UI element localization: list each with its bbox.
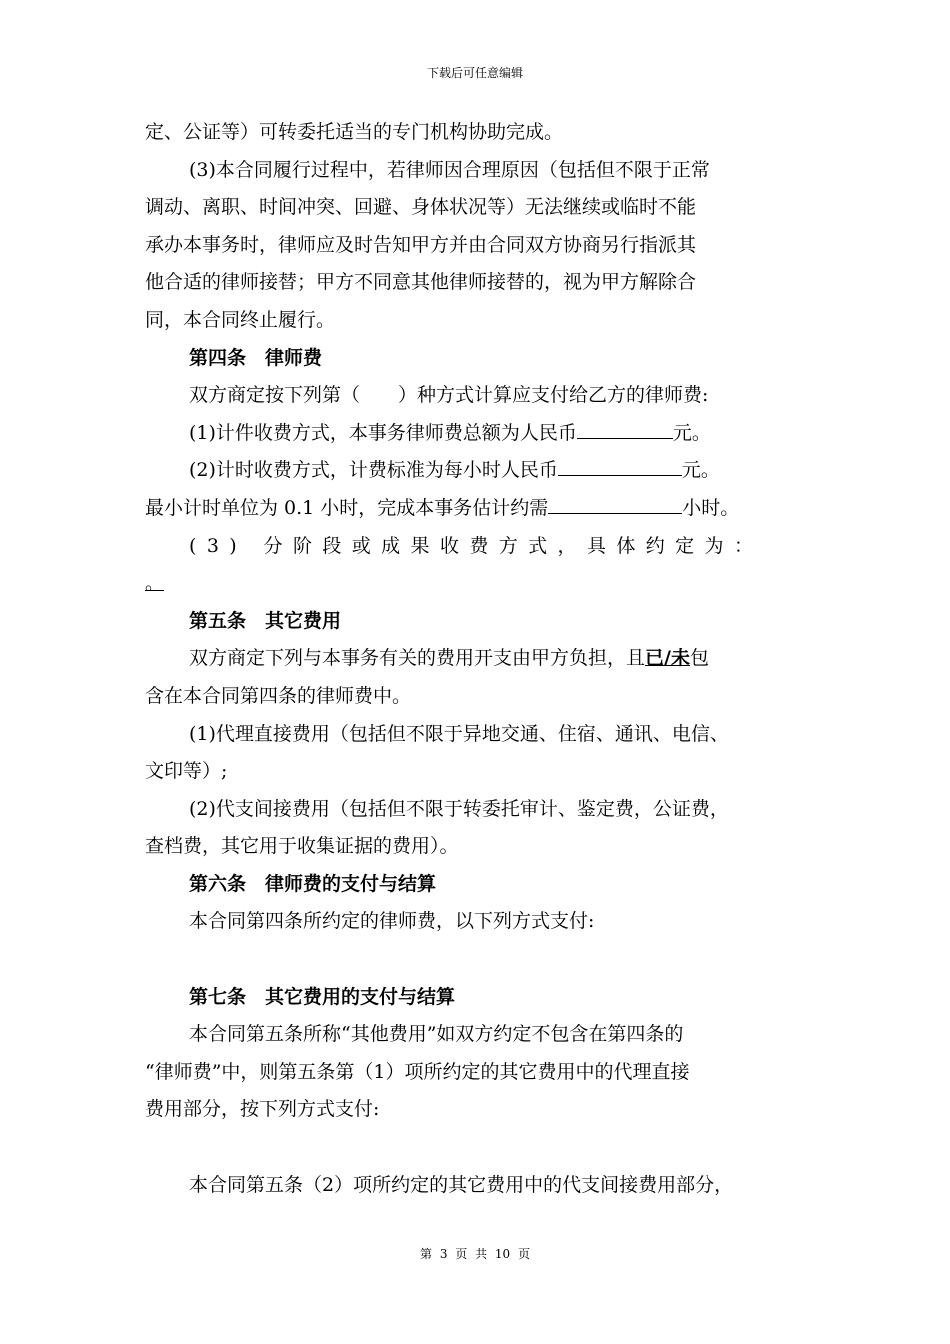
article-4-heading: 第四条 律师费: [189, 346, 323, 369]
paragraph-line: (2)代支间接费用（包括但不限于转委托审计、鉴定费，公证费，: [189, 797, 729, 820]
blank-line: [145, 941, 805, 979]
paragraph-line: (1)代理直接费用（包括但不限于异地交通、住宿、通讯、电信、: [189, 722, 729, 745]
page-header: 下载后可任意编辑: [426, 66, 523, 80]
paragraph-line: 双方商定按下列第（ ）种方式计算应支付给乙方的律师费:: [189, 384, 709, 407]
piece-fee-line: [145, 415, 805, 453]
paragraph-line: 定、公证等）可转委托适当的专门机构协助完成。: [145, 121, 564, 143]
paragraph-line: 本合同第四条所约定的律师费，以下列方式支付:: [189, 910, 595, 933]
paragraph-line: 文印等）;: [145, 760, 228, 783]
hours-estimate-line: [145, 490, 805, 528]
article-5-heading: 第五条 其它费用: [189, 609, 342, 632]
page-number: 第 3 页 共 10 页: [420, 1247, 530, 1261]
paragraph-line: 调动、离职、时间冲突、回避、身体状况等）无法继续或临时不能: [145, 196, 697, 219]
paragraph-line: (3)本合同履行过程中，若律师因合理原因（包括但不限于正常: [189, 158, 710, 181]
stage-fee-line: (3) 分阶段或成果收费方式，具体约定为：: [189, 534, 764, 557]
blank-line: [145, 1129, 805, 1167]
expense-burden-line: [145, 640, 805, 678]
hours-blank: [548, 491, 682, 514]
expense-burden-text: 双方商定下列与本事务有关的费用开支由甲方负担，且: [189, 647, 646, 670]
hourly-rate-blank: [558, 453, 682, 476]
paragraph-line: 本合同第五条（2）项所约定的其它费用中的代支间接费用部分，: [189, 1173, 734, 1196]
paragraph-line: 他合适的律师接替；甲方不同意其他律师接替的，视为甲方解除合: [145, 271, 697, 294]
paragraph-line: 查档费，其它用于收集证据的费用）。: [145, 835, 459, 858]
paragraph-line: 承办本事务时，律师应及时告知甲方并由合同双方协商另行指派其: [145, 233, 697, 256]
currency-unit: 元。: [681, 459, 720, 482]
article-6-heading: 第六条 律师费的支付与结算: [189, 872, 437, 895]
hours-estimate-label: 最小计时单位为 0.1 小时，完成本事务估计约需: [145, 496, 549, 519]
paragraph-line: 同，本合同终止履行。: [145, 308, 336, 331]
currency-unit: 元。: [672, 421, 711, 444]
paragraph-line: 费用部分，按下列方式支付:: [145, 1098, 380, 1121]
piece-fee-label: (1)计件收费方式，本事务律师费总额为人民币: [189, 421, 577, 444]
paragraph-line: 本合同第五条所称“其他费用”如双方约定不包含在第四条的: [189, 1023, 684, 1046]
paragraph-line: “律师费”中，则第五条第（1）项所约定的其它费用中的代理直接: [145, 1060, 690, 1083]
article-7-heading: 第七条 其它费用的支付与结算: [189, 985, 456, 1008]
paragraph-line: 含在本合同第四条的律师费中。: [145, 684, 412, 707]
stage-fee-end-mark: 。: [145, 572, 165, 595]
stage-fee-end: [145, 565, 805, 603]
piece-fee-blank: [577, 416, 673, 439]
contract-body: [145, 114, 805, 1204]
hourly-fee-label: (2)计时收费方式，计费标准为每小时人民币: [189, 459, 558, 482]
hourly-fee-line: [145, 452, 805, 490]
hours-unit: 小时。: [682, 496, 740, 519]
included-option: 已/未: [645, 647, 690, 670]
expense-burden-text-end: 包: [689, 647, 709, 670]
